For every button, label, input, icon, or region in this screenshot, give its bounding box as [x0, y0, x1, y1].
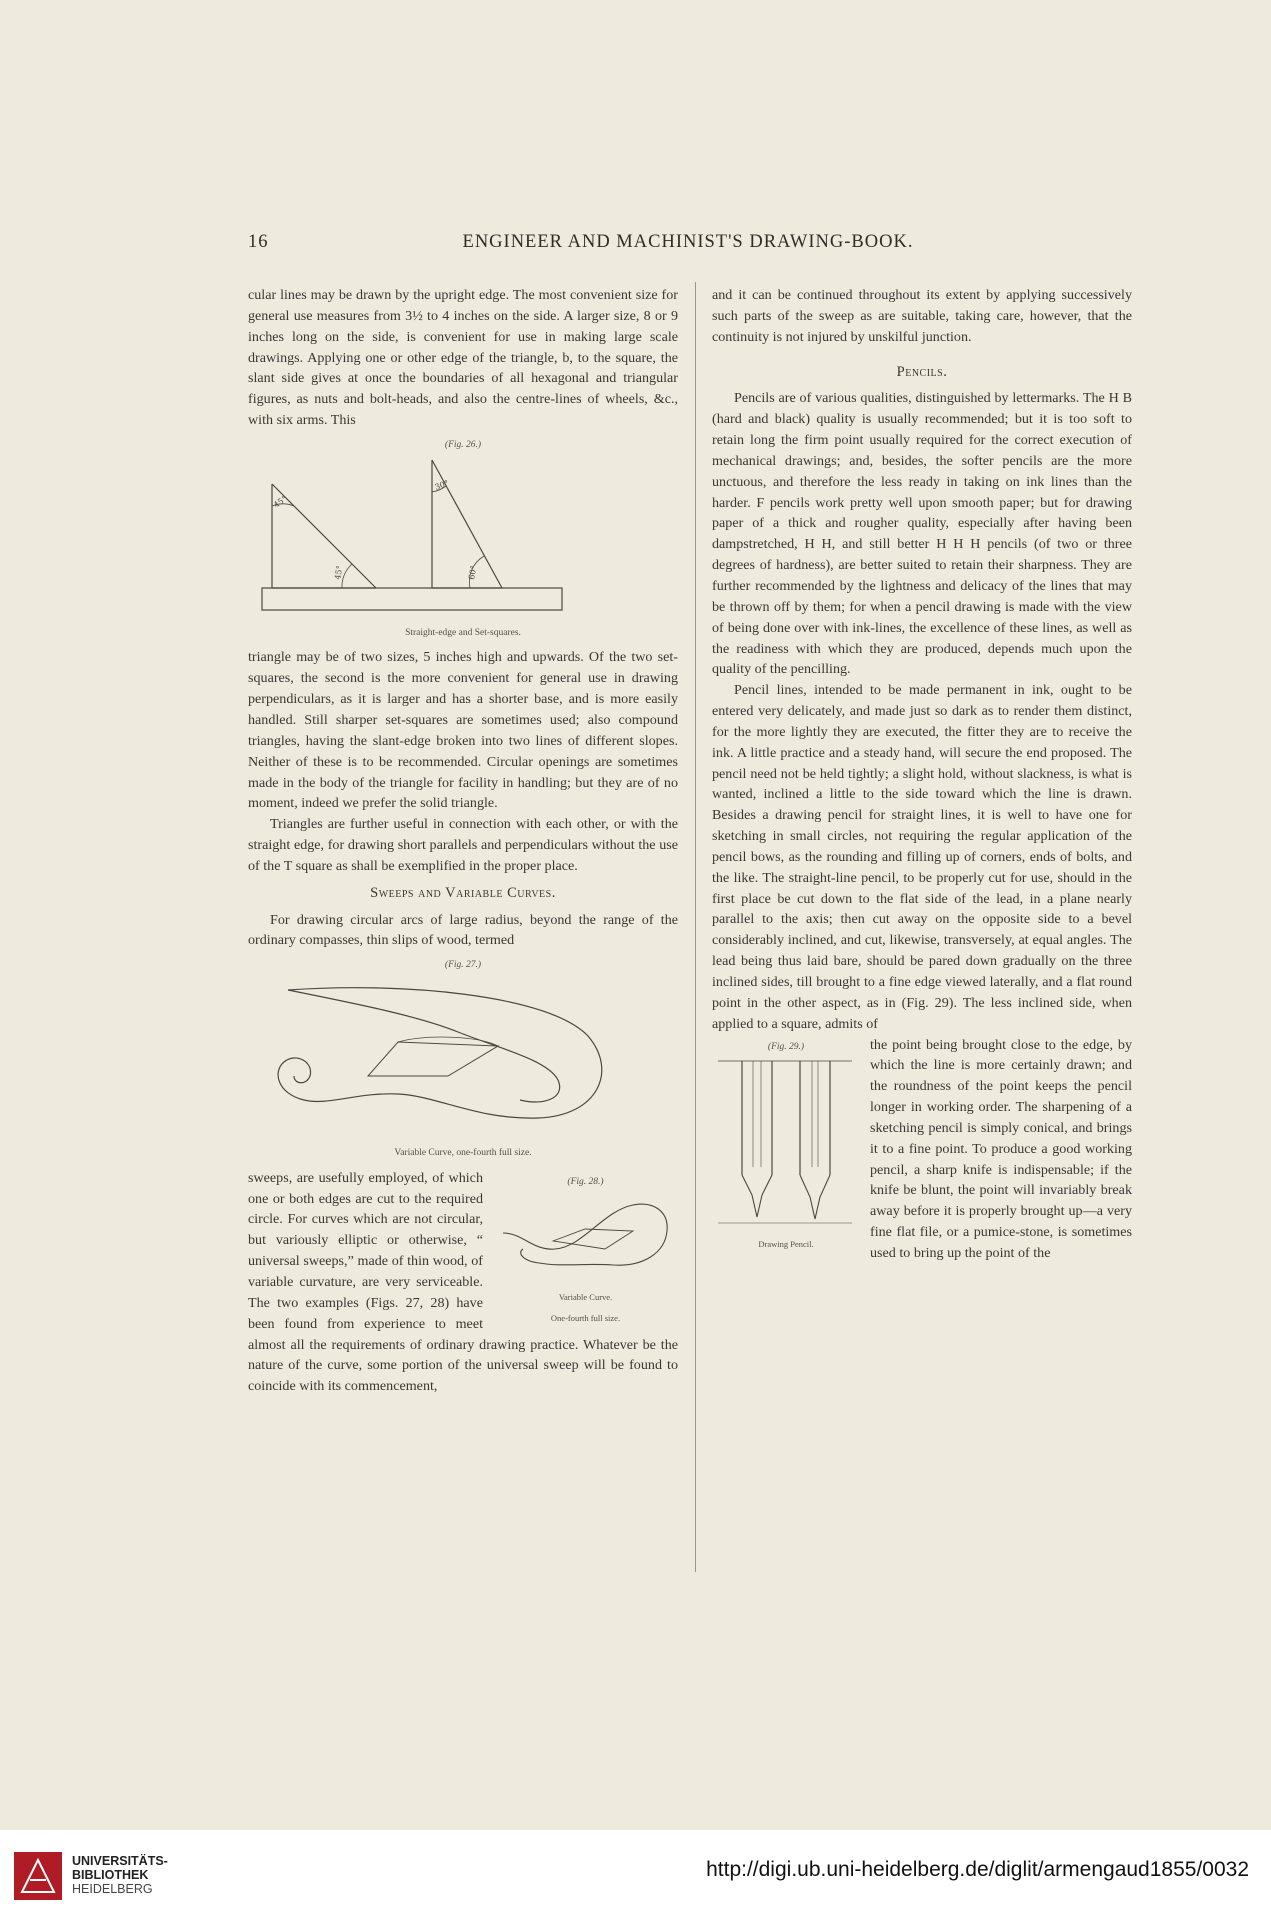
- digitization-footer: [0, 1830, 1271, 1923]
- section-heading: Sweeps and Variable Curves.: [370, 884, 556, 901]
- figure-caption: Straight-edge and Set-squares.: [405, 627, 521, 638]
- paragraph: sweeps, are usefully employed, of which one or both edges are cut to the required circle. For curves which are not circular, but variously elliptic or otherwise, “ universal sweeps,” made of thin wood, of variable curvature, are very serviceable. The two examples (Figs. 27, 28) have been found from experience to meet almost all the requirements of ordinary drawing practice. Whatever be the nature of the curve, some portion of the universal sweep will be found to coincide with its commencement,: [248, 1169, 678, 1395]
- library-name: [72, 1854, 168, 1896]
- angle-label-60: 60°: [467, 564, 479, 581]
- page-number: 16: [248, 232, 269, 252]
- right-column: [712, 285, 1132, 1264]
- paragraph: and it can be continued throughout its extent by applying successively such parts of the sweep as are suitable, taking care, however, that the continuity is not injured by unskilful junction.: [712, 287, 1132, 345]
- paragraph: Pencils are of various qualities, distinguished by lettermarks. The H B (hard and black) quality is usually recommended; but it is too soft to retain long the firm point usually required for the correct execution of mechanical drawings; and, besides, the softer pencils are the more unctuous, and therefore the less ready in taking on ink lines than the harder. F pencils work pretty well upon smooth paper; but for drawing paper of a thick and rougher quality, especially after having been dampstretched, H H, and still better H H H pencils (of two or three degrees of hardness), are better suited to retain their sharpness. They are further recommended by the lightness and delicacy of the lines that may be thrown off by them; for when a pencil drawing is made with the view of being done over with ink-lines, the excellence of these lines, as well as the readiness with which they are produced, depends much upon the quality of the pencilling.: [712, 390, 1132, 678]
- angle-label-30: 30°: [433, 478, 451, 492]
- figure-label: (Fig. 28.): [567, 1176, 604, 1187]
- figure-caption: Variable Curve, one-fourth full size.: [394, 1147, 532, 1158]
- left-column: [248, 285, 678, 1397]
- paragraph: cular lines may be drawn by the upright edge. The most convenient size for general use measures from 3½ to 4 inches on the side. A larger size, 8 or 9 inches long on the side, is convenient for use in making large scale drawings. Applying one or other edge of the triangle, b, to the square, the slant side gives at once the boundaries of all hexagonal and triangular figures, as nuts and bolt-heads, and also the centre-lines of wheels, &c., with six arms. This: [248, 287, 678, 429]
- figure-26: [248, 435, 678, 644]
- paragraph: triangle may be of two sizes, 5 inches high and upwards. Of the two set-squares, the second is the more convenient for general use in drawing perpendiculars, as it is larger and has a shorter base, and is more easily handled. Still sharper set-squares are sometimes used; also compound triangles, having the slant-edge broken into two lines of different slopes. Neither of these is to be recommended. Circular openings are sometimes made in the body of the triangle for facility in handling; but they are of no moment, indeed we prefer the solid triangle.: [248, 649, 678, 812]
- paragraph: the point being brought close to the edge, by which the line is more certainly drawn; and the roundness of the point keeps the pencil longer in working order. The sharpening of a sketching pencil is simply conical, and brings it to a fine point. To produce a good working pencil, a sharp knife is indispensable; if the knife be blunt, the point will invariably break away before it is properly brought up—a very fine flat file, or a pumice-stone, is sometimes used to bring up the point of the: [870, 1036, 1132, 1261]
- figure-subcaption: One-fourth full size.: [550, 1313, 621, 1324]
- figure-29: [712, 1037, 860, 1256]
- university-logo-icon: [14, 1852, 62, 1900]
- column-divider: [695, 282, 696, 1572]
- source-url-link[interactable]: http://digi.ub.uni-heidelberg.de/diglit/armengaud1855/0032: [706, 1858, 1249, 1881]
- figure-27: [248, 955, 678, 1164]
- set-squares-diagram: [248, 456, 678, 616]
- figure-28: [493, 1172, 678, 1329]
- library-name-line: UNIVERSITÄTS-: [72, 1854, 168, 1868]
- section-heading: Pencils.: [896, 363, 948, 380]
- variable-curve-diagram: [248, 976, 678, 1136]
- figure-caption: Variable Curve.: [558, 1292, 613, 1303]
- figure-caption: Drawing Pencil.: [758, 1239, 814, 1250]
- angle-label-45-top: 45°: [271, 493, 289, 510]
- paragraph: For drawing circular arcs of large radius, beyond the range of the ordinary compasses, thin slips of wood, termed: [248, 911, 678, 949]
- library-name-line: BIBLIOTHEK: [72, 1868, 149, 1882]
- figure-label: (Fig. 27.): [444, 960, 482, 971]
- page-title: ENGINEER AND MACHINIST'S DRAWING-BOOK.: [462, 232, 914, 252]
- figure-label: (Fig. 26.): [444, 439, 482, 450]
- angle-label-45-bottom: 45°: [333, 564, 345, 581]
- paragraph: Triangles are further useful in connection with each other, or with the straight edge, for drawing short parallels and perpendiculars without the use of the T square as shall be exemplified in the proper place.: [248, 816, 678, 874]
- drawing-pencil-diagram: [712, 1057, 860, 1227]
- variable-curve-small-diagram: [493, 1193, 678, 1281]
- library-name-line: HEIDELBERG: [72, 1882, 153, 1896]
- figure-label: (Fig. 29.): [767, 1041, 805, 1052]
- paragraph: Pencil lines, intended to be made permanent in ink, ought to be entered very delicately, and made just so dark as to render them distinct, for the more lightly they are executed, the fitter they are to receive the ink. A little practice and a steady hand, will secure the end proposed. The pencil need not be held tightly; a slight hold, without slackness, is what is wanted, inclined a little to the side toward which the line is drawn. Besides a drawing pencil for straight lines, it is well to have one for sketching in small circles, not requiring the regular application of the pencil bows, as the rounding and filling up of corners, ends of bolts, and the like. The straight-line pencil, to be properly cut for use, should in the first place be cut down to the flat side of the lead, in a plane nearly parallel to the axis; then cut away on the opposite side to a bevel considerably inclined, and cut, likewise, transversely, at equal angles. The lead being thus laid bare, should be pared down gradually on the three inclined sides, till brought to a fine edge viewed laterally, and a flat round point in the other aspect, as in (Fig. 29). The less inclined side, when applied to a square, admits of: [712, 682, 1132, 1032]
